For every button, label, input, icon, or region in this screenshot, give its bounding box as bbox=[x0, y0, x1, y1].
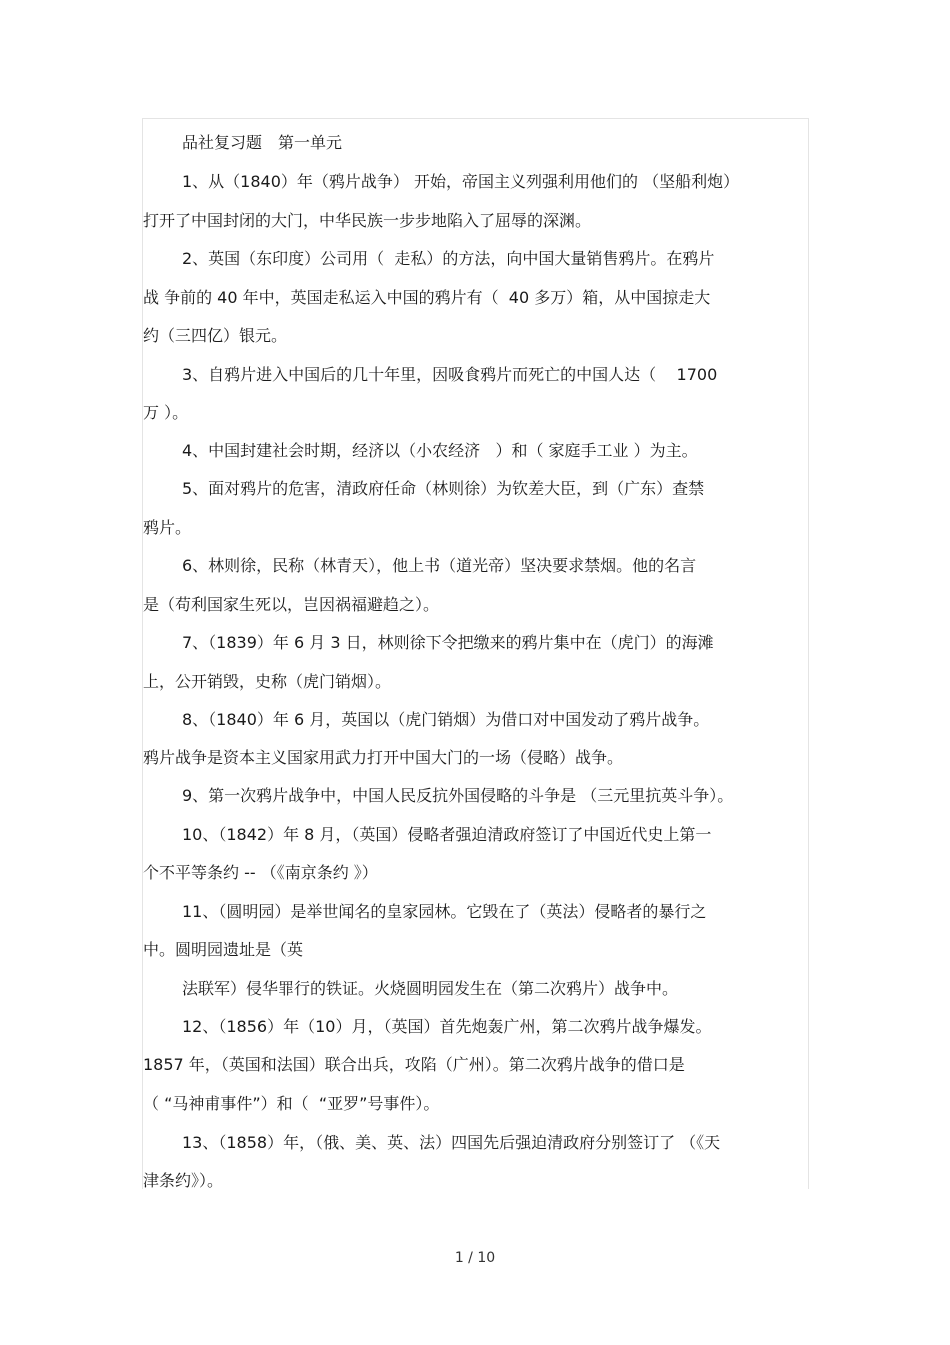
text-line: 个不平等条约 -- （《南京条约 》） bbox=[143, 863, 378, 882]
text-line: 4、中国封建社会时期，经济以（小农经济 ）和（ 家庭手工业 ）为主。 bbox=[182, 441, 698, 460]
text-line: 鸦片战争是资本主义国家用武力打开中国大门的一场（侵略）战争。 bbox=[143, 748, 624, 767]
text-line: 战 争前的 40 年中，英国走私运入中国的鸦片有（ 40 多万）箱，从中国掠走大 bbox=[143, 288, 711, 307]
text-line: 5、面对鸦片的危害，清政府任命（林则徐）为钦差大臣，到（广东）查禁 bbox=[182, 479, 705, 498]
text-line: 鸦片。 bbox=[143, 518, 192, 537]
text-line: 约（三四亿）银元。 bbox=[143, 326, 288, 345]
doc-title: 品社复习题 第一单元 bbox=[182, 133, 343, 152]
text-line: 13、（1858）年，（俄、美、英、法）四国先后强迫清政府分别签订了 （《天 bbox=[182, 1133, 721, 1152]
text-line: 是（苟利国家生死以，岂因祸福避趋之）。 bbox=[143, 595, 440, 614]
text-line: 12、（1856）年（10）月，（英国）首先炮轰广州，第二次鸦片战争爆发。 bbox=[182, 1017, 712, 1036]
text-line: 1857 年，（英国和法国）联合出兵，攻陷（广州）。第二次鸦片战争的借口是 bbox=[143, 1055, 685, 1074]
text-line: 11、（圆明园）是举世闻名的皇家园林。它毁在了（英法）侵略者的暴行之 bbox=[182, 902, 707, 921]
text-line: （ “马神甫事件”）和（ “亚罗”号事件）。 bbox=[143, 1094, 440, 1113]
text-line: 上，公开销毁，史称（虎门销烟）。 bbox=[143, 672, 392, 691]
text-line: 津条约》）。 bbox=[143, 1171, 224, 1190]
text-line: 万 ）。 bbox=[143, 403, 189, 422]
text-line: 1、从（1840）年（鸦片战争） 开始，帝国主义列强利用他们的 （坚船利炮） bbox=[182, 172, 740, 191]
text-line: 9、第一次鸦片战争中，中国人民反抗外国侵略的斗争是 （三元里抗英斗争）。 bbox=[182, 786, 734, 805]
page-number: 1 / 10 bbox=[454, 1250, 496, 1266]
text-line: 10、（1842）年 8 月，（英国）侵略者强迫清政府签订了中国近代史上第一 bbox=[182, 825, 712, 844]
text-line: 8、（1840）年 6 月，英国以（虎门销烟）为借口对中国发动了鸦片战争。 bbox=[182, 710, 710, 729]
text-line: 打开了中国封闭的大门，中华民族一步步地陷入了屈辱的深渊。 bbox=[143, 211, 592, 230]
text-line: 7、（1839）年 6 月 3 日，林则徐下令把缴来的鸦片集中在（虎门）的海滩 bbox=[182, 633, 714, 652]
text-line: 3、自鸦片进入中国后的几十年里，因吸食鸦片而死亡的中国人达（ 1700 bbox=[182, 365, 718, 384]
text-line: 6、林则徐，民称（林青天），他上书（道光帝）坚决要求禁烟。他的名言 bbox=[182, 556, 697, 575]
text-line: 法联军）侵华罪行的铁证。火烧圆明园发生在（第二次鸦片）战争中。 bbox=[182, 979, 679, 998]
text-line: 2、英国（东印度）公司用（ 走私）的方法，向中国大量销售鸦片。在鸦片 bbox=[182, 249, 715, 268]
text-line: 中。圆明园遗址是（英 bbox=[143, 940, 304, 959]
